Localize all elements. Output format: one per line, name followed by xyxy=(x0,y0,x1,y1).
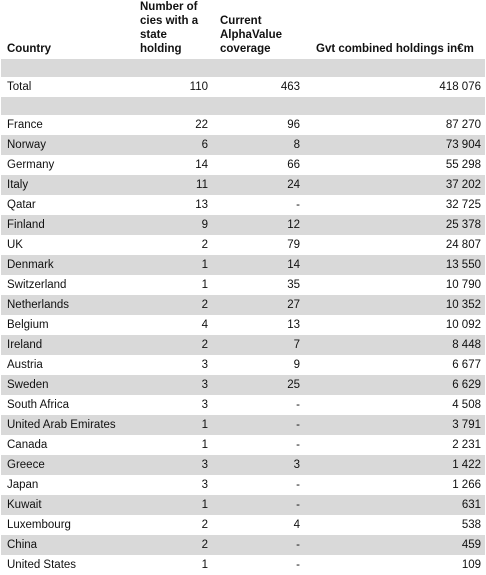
coverage-cell: - xyxy=(214,535,306,555)
coverage-cell: 9 xyxy=(293,359,300,371)
country-cell: Ireland xyxy=(1,335,134,355)
country-cell: Japan xyxy=(7,479,39,491)
total-coverage: 463 xyxy=(280,81,300,93)
coverage-cell: - xyxy=(296,399,300,411)
holdings-cell: 10 092 xyxy=(445,319,481,331)
companies-cell: 2 xyxy=(134,295,214,315)
country-cell: Switzerland xyxy=(7,279,67,291)
companies-cell: 6 xyxy=(134,135,214,155)
holdings-cell: 1 266 xyxy=(452,479,481,491)
country-cell: South Africa xyxy=(7,399,70,411)
companies-cell: 1 xyxy=(201,439,208,451)
coverage-cell: - xyxy=(296,439,300,451)
coverage-cell: 27 xyxy=(214,295,306,315)
table-row xyxy=(1,115,485,135)
coverage-cell: - xyxy=(214,415,306,435)
country-cell: United Arab Emirates xyxy=(1,415,134,435)
table-row xyxy=(1,295,485,315)
coverage-cell: 3 xyxy=(214,455,306,475)
coverage-cell: 8 xyxy=(214,135,306,155)
table-row xyxy=(1,455,485,475)
table-row xyxy=(1,235,485,255)
companies-cell: 14 xyxy=(195,159,208,171)
companies-cell: 1 xyxy=(201,279,208,291)
holdings-cell: 32 725 xyxy=(445,199,481,211)
total-row xyxy=(1,77,485,97)
table-row xyxy=(1,195,485,215)
holdings-cell: 4 508 xyxy=(452,399,481,411)
table-row xyxy=(1,355,485,375)
country-cell: UK xyxy=(7,239,23,251)
country-cell: United States xyxy=(7,559,77,571)
total-companies: 110 xyxy=(189,81,208,93)
holdings-cell: 37 202 xyxy=(306,175,485,195)
spacer-row xyxy=(1,97,485,115)
companies-cell: 1 xyxy=(134,255,214,275)
holdings-cell: 538 xyxy=(461,519,481,531)
country-cell: Belgium xyxy=(7,319,49,331)
header-coverage: Current AlphaValue coverage xyxy=(220,15,282,55)
country-cell: Kuwait xyxy=(1,495,134,515)
table-row xyxy=(1,555,485,575)
table-row xyxy=(1,335,485,355)
companies-cell: 13 xyxy=(195,199,208,211)
table-header xyxy=(1,0,485,59)
country-cell: China xyxy=(1,535,134,555)
coverage-cell: - xyxy=(296,479,300,491)
country-cell: Finland xyxy=(1,215,134,235)
table-row xyxy=(1,515,485,535)
holdings-cell: 6 629 xyxy=(306,375,485,395)
holdings-cell: 6 677 xyxy=(452,359,481,371)
table-row xyxy=(1,375,485,395)
holdings-cell: 73 904 xyxy=(306,135,485,155)
coverage-cell: 7 xyxy=(214,335,306,355)
companies-cell: 3 xyxy=(201,359,208,371)
coverage-cell: - xyxy=(296,559,300,571)
holdings-cell: 631 xyxy=(306,495,485,515)
companies-cell: 3 xyxy=(134,375,214,395)
country-cell: Luxembourg xyxy=(7,519,71,531)
companies-cell: 2 xyxy=(134,535,214,555)
coverage-cell: - xyxy=(296,199,300,211)
companies-cell: 1 xyxy=(134,495,214,515)
coverage-cell: 12 xyxy=(214,215,306,235)
country-cell: Denmark xyxy=(1,255,134,275)
total-label: Total xyxy=(7,81,32,93)
country-cell: Italy xyxy=(1,175,134,195)
state-holdings-table xyxy=(1,0,485,575)
companies-cell: 2 xyxy=(134,335,214,355)
coverage-cell: 24 xyxy=(214,175,306,195)
country-cell: Greece xyxy=(1,455,134,475)
coverage-cell: 25 xyxy=(214,375,306,395)
coverage-cell: 4 xyxy=(293,519,300,531)
country-cell: Qatar xyxy=(7,199,36,211)
holdings-cell: 10 790 xyxy=(445,279,481,291)
table-row xyxy=(1,215,485,235)
coverage-cell: - xyxy=(214,495,306,515)
holdings-cell: 55 298 xyxy=(445,159,481,171)
coverage-cell: 13 xyxy=(287,319,300,331)
table-row xyxy=(1,315,485,335)
companies-cell: 1 xyxy=(134,415,214,435)
table-row xyxy=(1,475,485,495)
spacer-row xyxy=(1,59,485,77)
table-row xyxy=(1,275,485,295)
holdings-cell: 8 448 xyxy=(306,335,485,355)
coverage-cell: 35 xyxy=(287,279,300,291)
companies-cell: 3 xyxy=(201,479,208,491)
header-company-count: Number of cies with a state holding xyxy=(140,1,199,55)
companies-cell: 3 xyxy=(134,455,214,475)
companies-cell: 3 xyxy=(201,399,208,411)
country-cell: Germany xyxy=(7,159,55,171)
companies-cell: 11 xyxy=(134,175,214,195)
country-cell: Sweden xyxy=(1,375,134,395)
holdings-cell: 87 270 xyxy=(445,119,481,131)
country-cell: France xyxy=(7,119,43,131)
companies-cell: 4 xyxy=(201,319,208,331)
table-row xyxy=(1,435,485,455)
holdings-cell: 3 791 xyxy=(306,415,485,435)
holdings-cell: 25 378 xyxy=(306,215,485,235)
total-holdings: 418 076 xyxy=(439,81,481,93)
companies-cell: 2 xyxy=(201,519,208,531)
country-cell: Netherlands xyxy=(1,295,134,315)
holdings-cell: 459 xyxy=(306,535,485,555)
holdings-cell: 2 231 xyxy=(452,439,481,451)
holdings-cell: 24 807 xyxy=(445,239,481,251)
companies-cell: 9 xyxy=(134,215,214,235)
companies-cell: 1 xyxy=(201,559,208,571)
table-row xyxy=(1,175,485,195)
table-row xyxy=(1,535,485,555)
coverage-cell: 14 xyxy=(214,255,306,275)
table-row xyxy=(1,255,485,275)
table-row xyxy=(1,155,485,175)
table-row xyxy=(1,415,485,435)
header-country: Country xyxy=(7,43,52,55)
coverage-cell: 96 xyxy=(287,119,300,131)
table-body xyxy=(1,59,485,575)
table-row xyxy=(1,135,485,155)
companies-cell: 22 xyxy=(195,119,208,131)
country-cell: Austria xyxy=(7,359,43,371)
holdings-cell: 10 352 xyxy=(306,295,485,315)
holdings-cell: 1 422 xyxy=(306,455,485,475)
companies-cell: 2 xyxy=(201,239,208,251)
country-cell: Canada xyxy=(7,439,48,451)
country-cell: Norway xyxy=(1,135,134,155)
coverage-cell: 66 xyxy=(287,159,300,171)
coverage-cell: 79 xyxy=(287,239,300,251)
header-holdings: Gvt combined holdings in€m xyxy=(316,43,474,55)
holdings-cell: 109 xyxy=(461,559,481,571)
table-row xyxy=(1,495,485,515)
table-row xyxy=(1,395,485,415)
holdings-cell: 13 550 xyxy=(306,255,485,275)
